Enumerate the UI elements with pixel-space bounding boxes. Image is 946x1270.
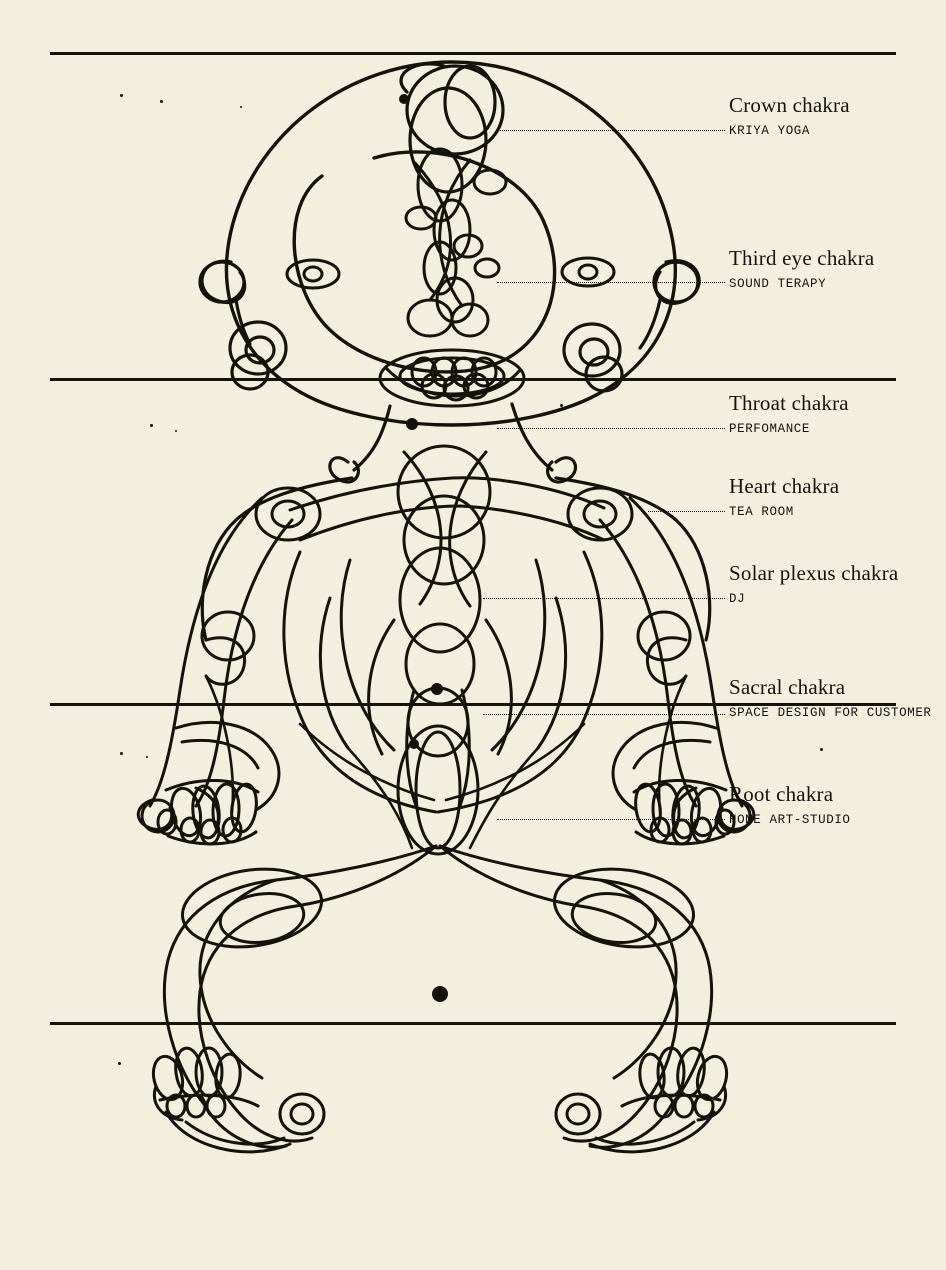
chakra-subtitle-root: HOME ART-STUDIO	[729, 813, 851, 827]
chakra-label-heart	[729, 476, 839, 519]
leader-line-root	[497, 819, 725, 821]
chakra-subtitle-crown: KRIYA YOGA	[729, 124, 811, 138]
chakra-title-heart: Heart chakra	[729, 474, 840, 498]
chakra-subtitle-solar-plexus: DJ	[729, 592, 746, 606]
chakra-title-sacral: Sacral chakra	[729, 675, 846, 699]
leader-line-third-eye	[497, 282, 725, 284]
chakra-subtitle-throat: PERFOMANCE	[729, 422, 811, 436]
chakra-title-crown: Crown chakra	[729, 93, 850, 117]
leader-line-throat	[497, 428, 725, 430]
chakra-subtitle-sacral: SPACE DESIGN FOR CUSTOMER	[729, 706, 932, 720]
chakra-label-solar-plexus	[729, 563, 898, 606]
chakra-label-crown	[729, 95, 850, 138]
leader-line-solar-plexus	[483, 598, 725, 600]
chakra-title-throat: Throat chakra	[729, 391, 849, 415]
chakra-title-solar-plexus: Solar plexus chakra	[729, 561, 899, 585]
chakra-subtitle-third-eye: SOUND TERAPY	[729, 277, 827, 291]
chakra-label-sacral	[729, 677, 932, 720]
leader-line-heart	[648, 511, 725, 513]
chakra-label-throat	[729, 393, 849, 436]
leader-line-crown	[497, 130, 725, 132]
leader-line-sacral	[483, 714, 725, 716]
chakra-title-root: Root chakra	[729, 782, 834, 806]
chakra-label-third-eye	[729, 248, 874, 291]
chakra-subtitle-heart: TEA ROOM	[729, 505, 794, 519]
chakra-title-third-eye: Third eye chakra	[729, 246, 875, 270]
chakra-label-root	[729, 784, 851, 827]
